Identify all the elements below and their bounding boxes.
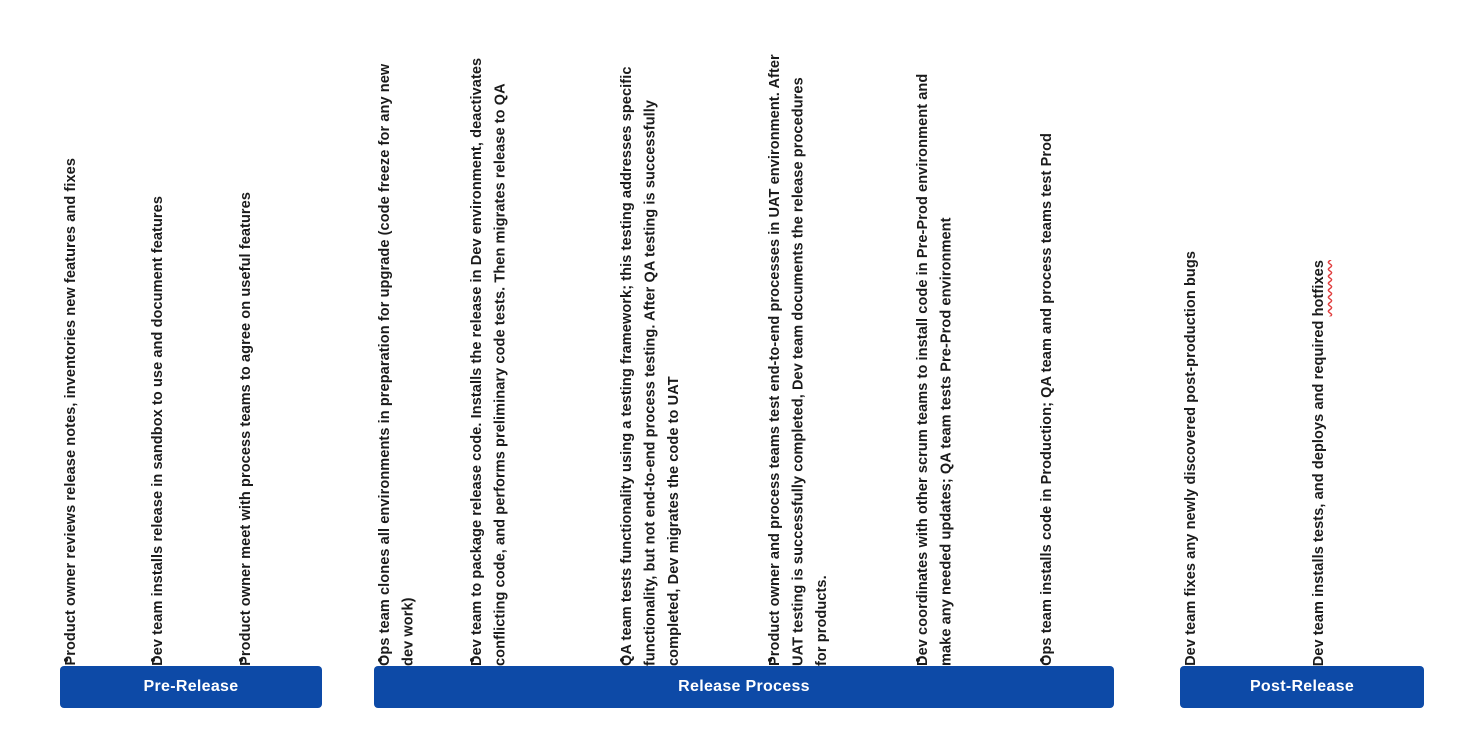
list-item xyxy=(466,46,616,666)
phase-post-release xyxy=(1180,46,1424,708)
list-item xyxy=(147,46,234,666)
list-item xyxy=(374,46,466,666)
list-item xyxy=(616,46,764,666)
list-item-label: Ops team installs code in Production; QA team and process teams test Prod xyxy=(1039,133,1055,666)
list-item-label: Dev team installs release in sandbox to use and document features xyxy=(150,196,167,666)
phase-pre-release-items xyxy=(60,46,322,666)
list-item-label: Dev team installs tests, and deploys and required hotfixes xyxy=(1311,259,1327,666)
phase-pre-release xyxy=(60,46,322,708)
phase-label-release-process: Release Process xyxy=(374,666,1114,708)
list-item-label: QA team tests functionality using a testing framework; this testing addresses specific functionality, but not end-to-end process testing. After QA testing is successfully completed, Dev migrates the code to UAT xyxy=(619,66,682,666)
list-item xyxy=(1308,46,1424,666)
phase-post-release-items xyxy=(1180,46,1424,666)
list-item xyxy=(1036,46,1114,666)
list-item-label: Product owner and process teams test end-to-end processes in UAT environment. After UAT testing is successfully completed, Dev team documents the release procedures for products. xyxy=(767,54,830,666)
phase-release-process xyxy=(374,46,1114,708)
list-item xyxy=(912,46,1036,666)
list-item-label: Product owner meet with process teams to agree on useful features xyxy=(237,192,254,666)
list-item-label: Ops team clones all environments in preparation for upgrade (code freeze for any new dev work) xyxy=(377,63,417,666)
list-item xyxy=(1180,46,1308,666)
list-item xyxy=(60,46,147,666)
list-item-label: Dev team fixes any newly discovered post-production bugs xyxy=(1183,251,1199,666)
phase-label-pre-release: Pre-Release xyxy=(60,666,322,708)
list-item xyxy=(235,46,322,666)
list-item-label: Dev team to package release code. Installs the release in Dev environment, deactivates conflicting code, and performs preliminary code tests. Then migrates release to QA xyxy=(469,57,509,666)
list-item-label: Product owner reviews release notes, inventories new features and fixes xyxy=(63,158,79,666)
phase-label-post-release: Post-Release xyxy=(1180,666,1424,708)
list-item-label: Dev coordinates with other scrum teams to install code in Pre-Prod environment and make any needed updates; QA team tests Pre-Prod environment xyxy=(915,73,955,666)
phase-release-process-items xyxy=(374,46,1114,666)
list-item xyxy=(764,46,912,666)
